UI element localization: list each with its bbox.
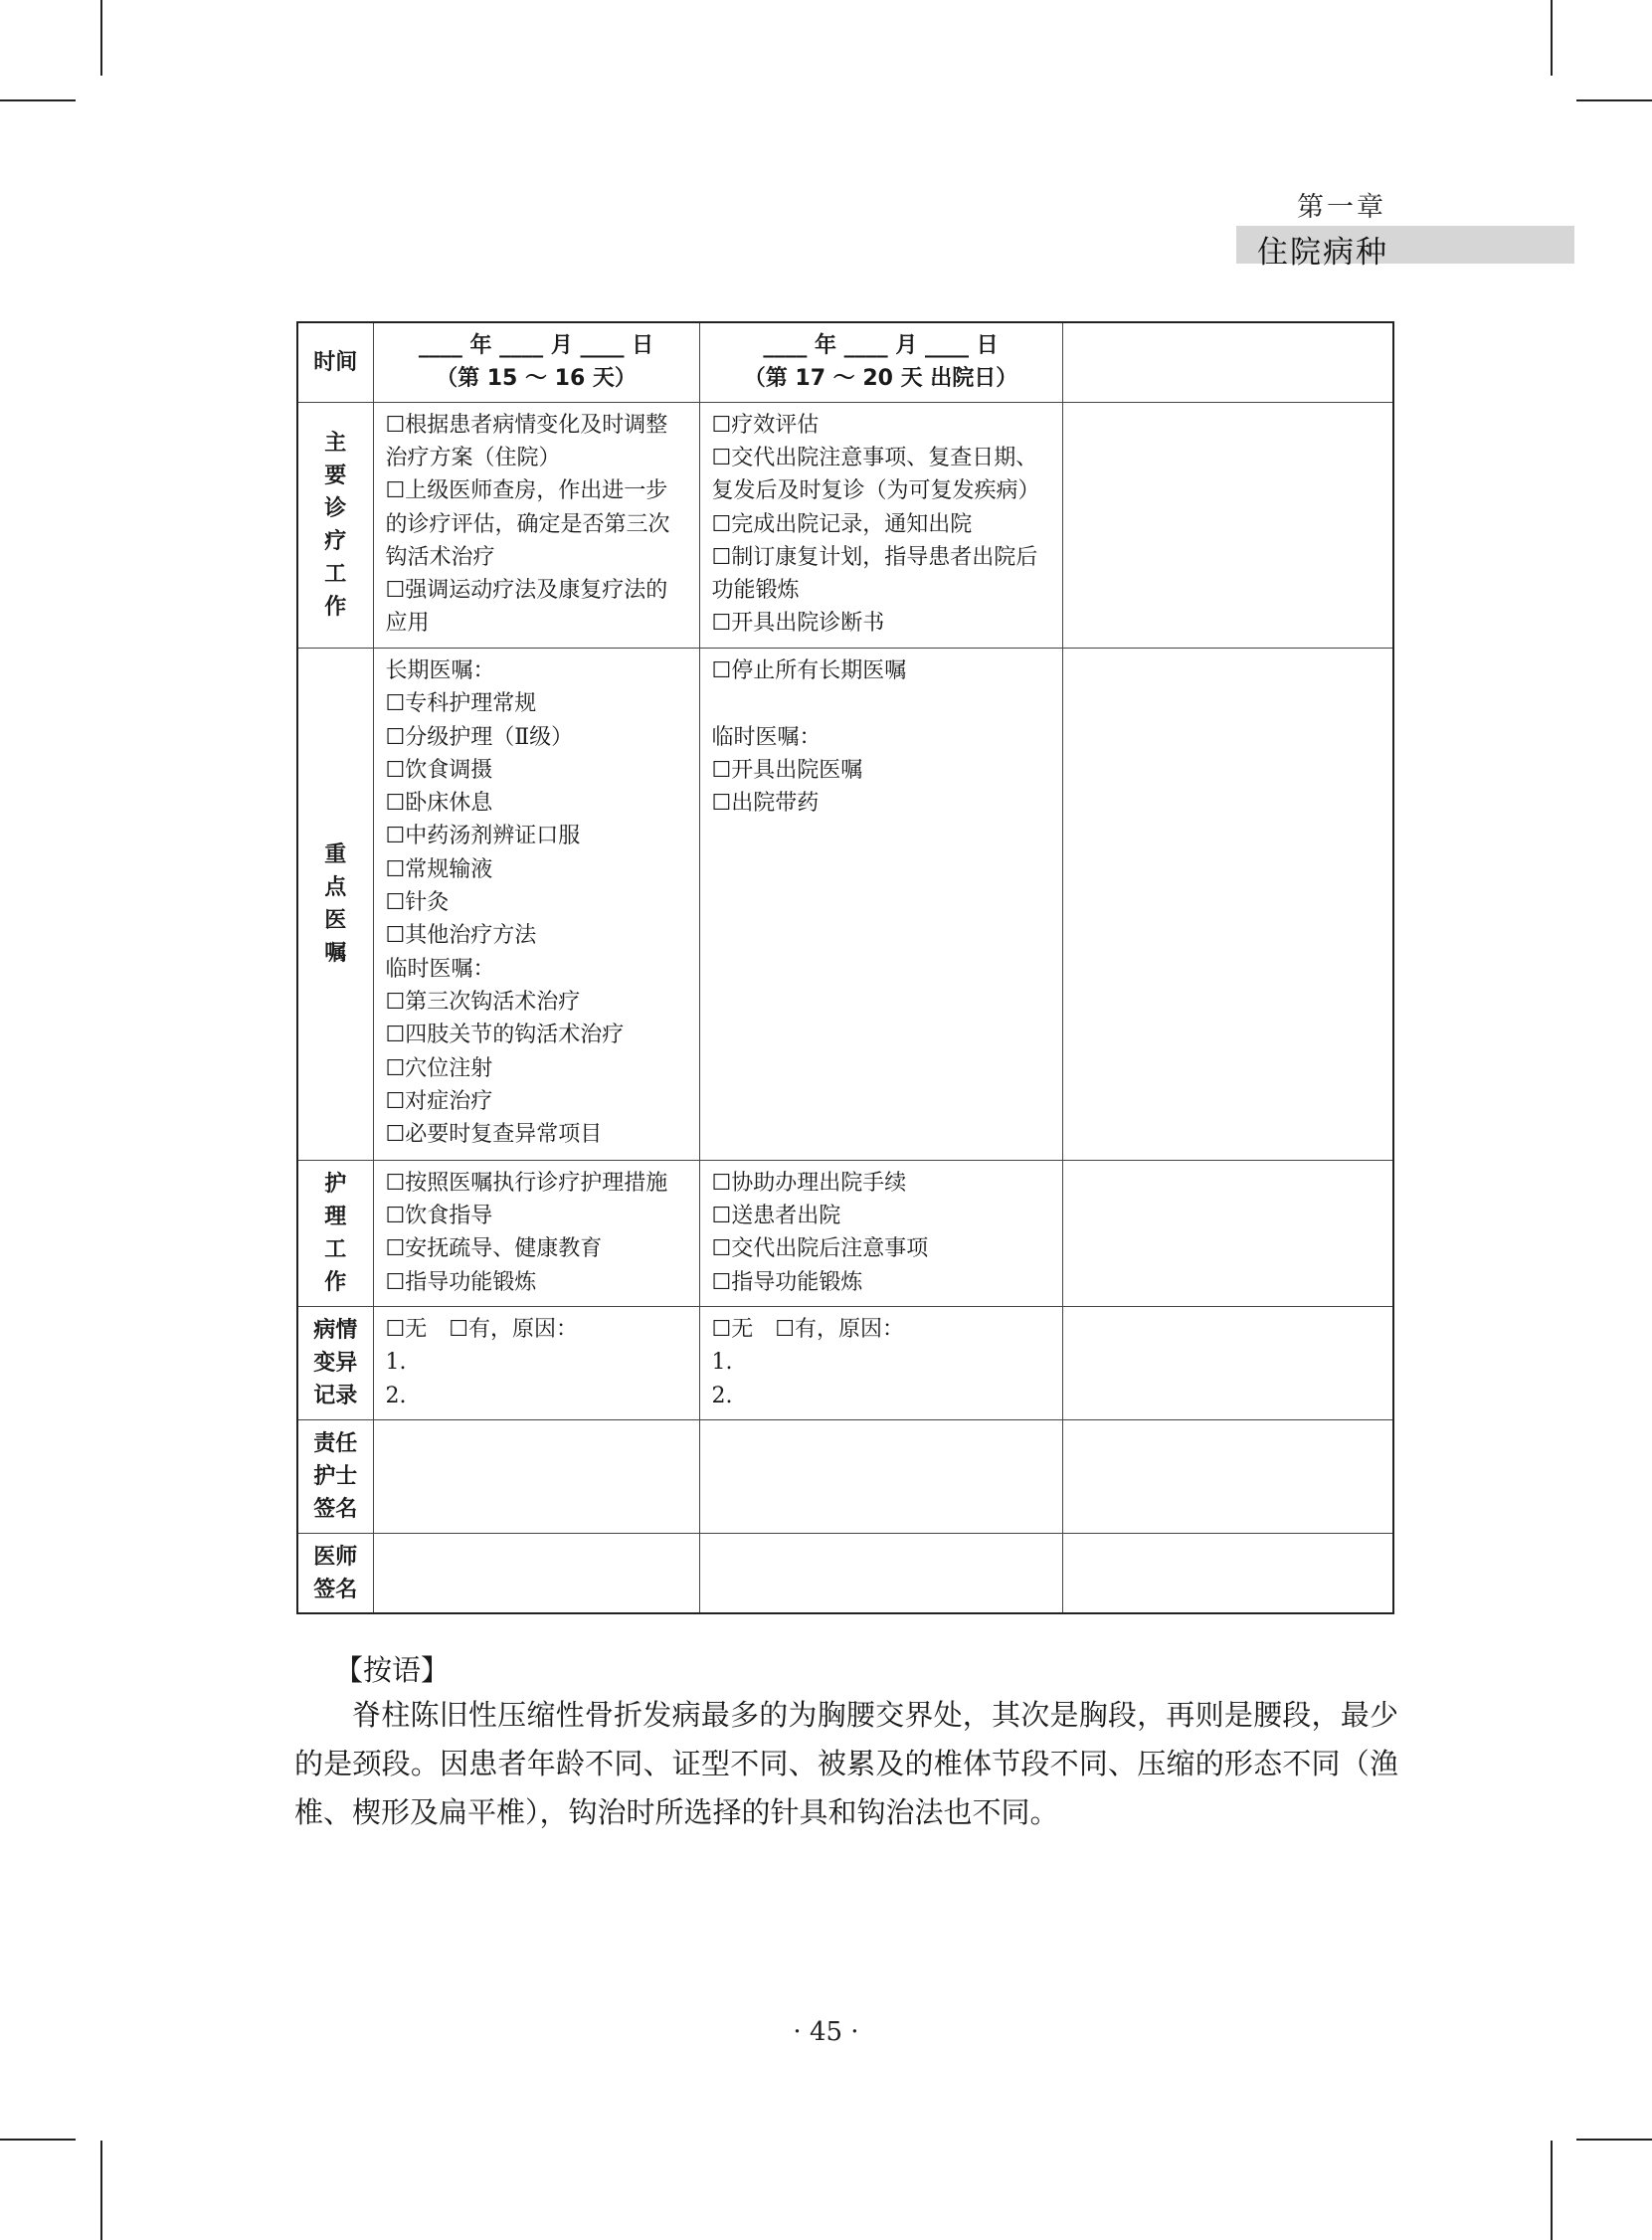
main-work-col1 [373, 402, 699, 648]
list-item: ☐疗效评估 [711, 412, 820, 438]
list-item: ☐必要时复查异常项目 [385, 1122, 603, 1148]
list-item: ☐安抚疏导、健康教育 [385, 1236, 603, 1262]
list-item: 临时医嘱： [711, 724, 822, 750]
list-item: ☐无 ☐有，原因： [385, 1316, 578, 1342]
list-item: ☐指导功能锻炼 [385, 1269, 537, 1295]
list-item: ☐根据患者病情变化及时调整 [385, 412, 668, 438]
section-title: 住院病种 [1257, 235, 1388, 271]
table-row-nurse-signature [297, 1420, 1393, 1534]
list-item: ☐卧床休息 [385, 791, 493, 817]
list-item: ☐对症治疗 [385, 1088, 493, 1114]
list-item: 的诊疗评估，确定是否第三次 [385, 511, 670, 537]
list-item: 钩活术治疗 [385, 544, 495, 570]
order-item: ☐停止所有长期医嘱 [711, 657, 907, 683]
nurse-signature-col1 [373, 1420, 699, 1534]
row-label-key-orders: 重点医嘱 [297, 648, 373, 1160]
list-item: 复发后及时复诊（为可复发疾病） [711, 478, 1040, 504]
list-item: 2. [711, 1383, 733, 1408]
list-item: ☐专科护理常规 [385, 691, 537, 717]
list-item: ☐饮食指导 [385, 1204, 493, 1229]
list-item: ☐开具出院医嘱 [711, 757, 863, 783]
main-work-col2 [699, 402, 1062, 648]
chapter-label: 第一章 [1297, 192, 1386, 223]
list-item: ☐出院带药 [711, 791, 820, 817]
row-label-nurse-signature: 责任护士签名 [297, 1420, 373, 1534]
list-item: ☐上级医师查房，作出进一步 [385, 478, 668, 504]
list-item: 2. [385, 1383, 407, 1408]
crop-mark-top-left-h [0, 99, 76, 101]
list-item: ☐常规输液 [385, 856, 493, 882]
day-range: （第 17 ～ 20 天 出院日） [743, 366, 1018, 392]
row-label-main-work: 主要诊疗工作 [297, 402, 373, 648]
list-item: ☐强调运动疗法及康复疗法的 [385, 578, 668, 604]
list-item: ☐开具出院诊断书 [711, 611, 885, 637]
crop-mark-bottom-left-v [100, 2141, 102, 2240]
nurse-signature-col2 [699, 1420, 1062, 1534]
remark-body [294, 1691, 1398, 1837]
list-item: 长期医嘱： [385, 657, 495, 683]
row-label-nursing: 护理工作 [297, 1160, 373, 1306]
list-item: 1. [711, 1350, 733, 1376]
list-item: ☐送患者出院 [711, 1204, 841, 1229]
table-row-doctor-signature [297, 1534, 1393, 1613]
crop-mark-bottom-right-h [1576, 2139, 1652, 2141]
nursing-col3-empty [1062, 1160, 1393, 1306]
table-row-nursing [297, 1160, 1393, 1306]
main-work-col3-empty [1062, 402, 1393, 648]
clinical-pathway-table [296, 321, 1394, 1614]
list-item: 临时医嘱： [385, 956, 495, 982]
list-item: 功能锻炼 [711, 578, 800, 604]
row-label-time: 时间 [297, 322, 373, 402]
table-row-key-orders [297, 648, 1393, 1160]
list-item: 治疗方案（住院） [385, 445, 561, 470]
list-item: 应用 [385, 611, 430, 637]
table-row-main-work [297, 402, 1393, 648]
page-number: · 45 · [793, 2017, 859, 2047]
time-cell-days-15-16 [373, 322, 699, 402]
table-row-variance [297, 1306, 1393, 1419]
row-label-doctor-signature: 医师签名 [297, 1534, 373, 1613]
list-item: ☐协助办理出院手续 [711, 1170, 907, 1196]
list-item: ☐交代出院注意事项、复查日期、 [711, 445, 1038, 470]
crop-mark-top-left-v [100, 0, 102, 76]
list-item: ☐指导功能锻炼 [711, 1269, 863, 1295]
key-orders-col1 [373, 648, 699, 1160]
crop-mark-bottom-left-h [0, 2139, 76, 2141]
list-item: ☐中药汤剂辨证口服 [385, 824, 581, 849]
list-item: ☐饮食调摄 [385, 757, 493, 783]
table-row-time [297, 322, 1393, 402]
time-cell-empty [1062, 322, 1393, 402]
remark-heading: 【按语】 [334, 1653, 451, 1687]
date-line: ____ 年 ____ 月 ____ 日 [418, 333, 654, 358]
list-item: ☐针灸 [385, 890, 450, 916]
crop-mark-top-right-h [1576, 99, 1652, 101]
list-item: ☐穴位注射 [385, 1055, 493, 1081]
doctor-signature-col1 [373, 1534, 699, 1613]
list-item: ☐交代出院后注意事项 [711, 1236, 929, 1262]
list-item: ☐分级护理（Ⅱ级） [385, 724, 574, 750]
key-orders-col3-empty [1062, 648, 1393, 1160]
list-item: ☐其他治疗方法 [385, 923, 537, 949]
nursing-col2 [699, 1160, 1062, 1306]
variance-col1 [373, 1306, 699, 1419]
key-orders-col2 [699, 648, 1062, 1160]
list-item: ☐按照医嘱执行诊疗护理措施 [385, 1170, 668, 1196]
list-item: ☐第三次钩活术治疗 [385, 989, 581, 1015]
doctor-signature-col3 [1062, 1534, 1393, 1613]
doctor-signature-col2 [699, 1534, 1062, 1613]
list-item: ☐四肢关节的钩活术治疗 [385, 1023, 625, 1048]
time-cell-days-17-20 [699, 322, 1062, 402]
crop-mark-bottom-right-v [1551, 2141, 1553, 2240]
date-line: ____ 年 ____ 月 ____ 日 [763, 333, 999, 358]
crop-mark-top-right-v [1551, 0, 1553, 76]
variance-col3-empty [1062, 1306, 1393, 1419]
day-range: （第 15 ～ 16 天） [436, 366, 637, 392]
row-label-variance: 病情变异记录 [297, 1306, 373, 1419]
nursing-col1 [373, 1160, 699, 1306]
remark-paragraph: 脊柱陈旧性压缩性骨折发病最多的为胸腰交界处，其次是胸段，再则是腰段，最少的是颈段。因患者年龄不同、证型不同、被累及的椎体节段不同、压缩的形态不同（渔椎、楔形及扁平椎），钩治时所选择的针具和钩治法也不同。 [294, 1698, 1398, 1829]
nurse-signature-col3 [1062, 1420, 1393, 1534]
list-item: ☐无 ☐有，原因： [711, 1316, 904, 1342]
list-item: 1. [385, 1350, 407, 1376]
list-item: ☐完成出院记录，通知出院 [711, 511, 973, 537]
variance-col2 [699, 1306, 1062, 1419]
list-item: ☐制订康复计划，指导患者出院后 [711, 544, 1038, 570]
